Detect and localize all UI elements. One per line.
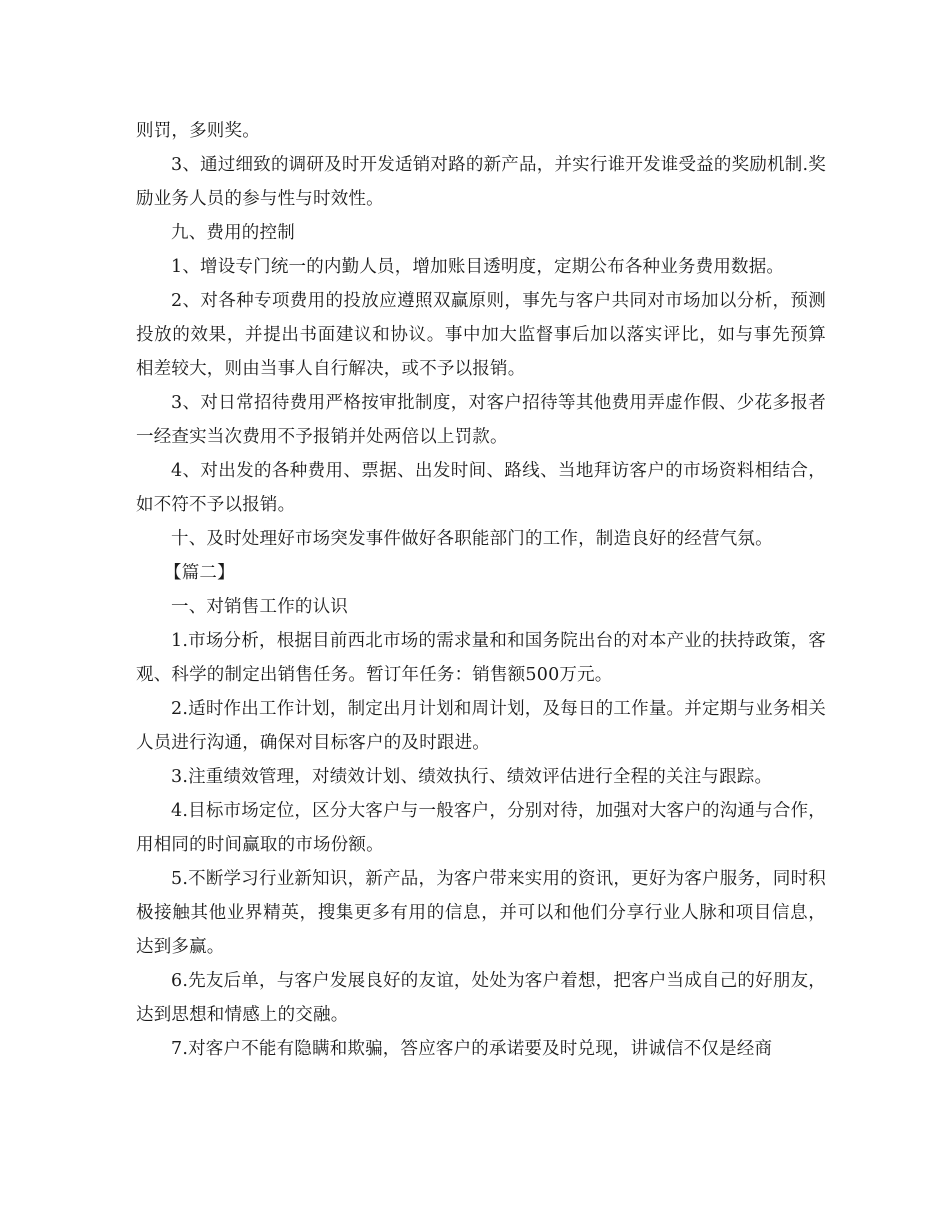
paragraph: 4、对出发的各种费用、票据、出发时间、路线、当地拜访客户的市场资料相结合，如不符不予以报销。 bbox=[136, 461, 826, 515]
paragraph: 6.先友后单，与客户发展良好的友谊，处处为客户着想，把客户当成自己的好朋友，达到思想和情感上的交融。 bbox=[136, 971, 826, 1025]
section-heading: 九、费用的控制 bbox=[171, 223, 295, 243]
paragraph: 1、增设专门统一的内勤人员，增加账目透明度，定期公布各种业务费用数据。 bbox=[171, 257, 785, 277]
paragraph: 3、对日常招待费用严格按审批制度，对客户招待等其他费用弄虚作假、少花多报者一经查实当次费用不予报销并处两倍以上罚款。 bbox=[136, 393, 826, 447]
paragraph: 3.注重绩效管理，对绩效计划、绩效执行、绩效评估进行全程的关注与跟踪。 bbox=[171, 767, 773, 787]
paragraph: 则罚，多则奖。 bbox=[136, 121, 260, 141]
document-body bbox=[136, 114, 826, 1066]
paragraph: 5.不断学习行业新知识，新产品，为客户带来实用的资讯，更好为客户服务，同时积极接触其他业界精英，搜集更多有用的信息，并可以和他们分享行业人脉和项目信息，达到多赢。 bbox=[136, 869, 826, 957]
section-heading: 一、对销售工作的认识 bbox=[171, 597, 348, 617]
paragraph: 2、对各种专项费用的投放应遵照双赢原则，事先与客户共同对市场加以分析，预测投放的效果，并提出书面建议和协议。事中加大监督事后加以落实评比，如与事先预算相差较大，则由当事人自行解决，或不予以报销。 bbox=[136, 291, 826, 379]
paragraph: 1.市场分析，根据目前西北市场的需求量和和国务院出台的对本产业的扶持政策，客观、科学的制定出销售任务。暂订年任务：销售额500万元。 bbox=[136, 631, 826, 685]
paragraph: 7.对客户不能有隐瞒和欺骗，答应客户的承诺要及时兑现，讲诚信不仅是经商 bbox=[171, 1039, 773, 1059]
part-marker: 【篇二】 bbox=[164, 563, 235, 583]
paragraph: 3、通过细致的调研及时开发适销对路的新产品，并实行谁开发谁受益的奖励机制.奖励业务人员的参与性与时效性。 bbox=[136, 155, 826, 209]
paragraph: 4.目标市场定位，区分大客户与一般客户，分别对待，加强对大客户的沟通与合作，用相同的时间赢取的市场份额。 bbox=[136, 801, 826, 855]
paragraph: 十、及时处理好市场突发事件做好各职能部门的工作，制造良好的经营气氛。 bbox=[171, 529, 773, 549]
paragraph: 2.适时作出工作计划，制定出月计划和周计划，及每日的工作量。并定期与业务相关人员进行沟通，确保对目标客户的及时跟进。 bbox=[136, 699, 826, 753]
